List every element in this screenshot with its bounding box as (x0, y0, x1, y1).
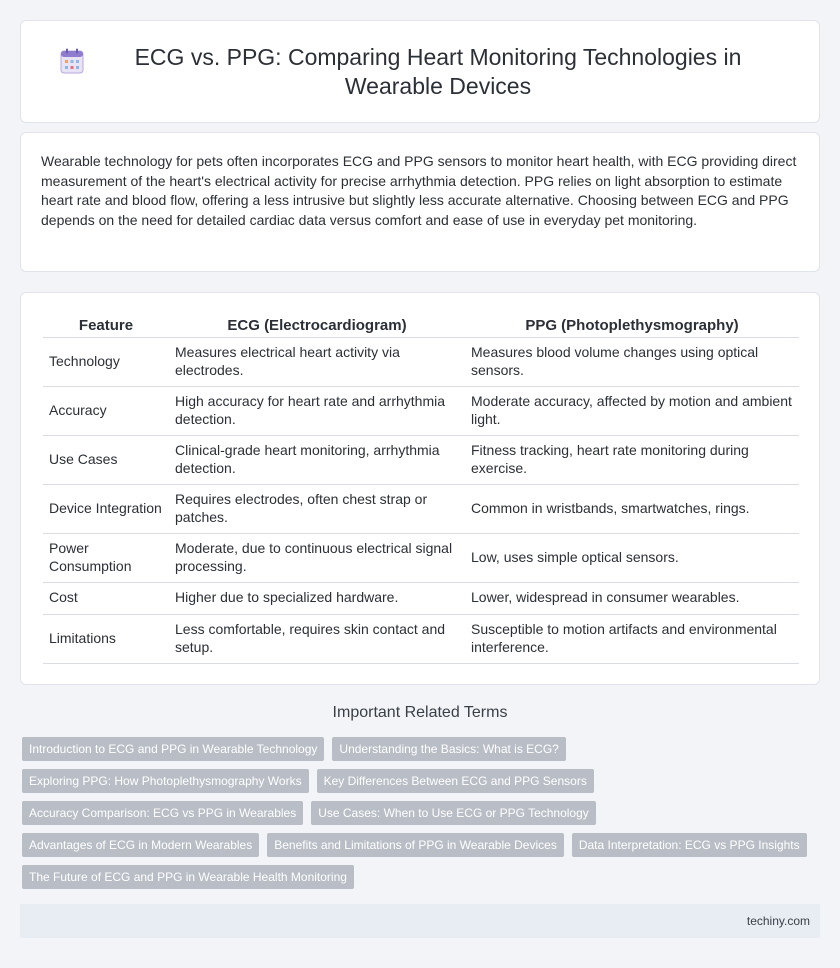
column-header-ecg: ECG (Electrocardiogram) (169, 315, 465, 337)
ecg-cell: Higher due to specialized hardware. (169, 582, 465, 614)
intro-card (20, 132, 820, 272)
ppg-cell: Lower, widespread in consumer wearables. (465, 582, 799, 614)
table-row (43, 614, 799, 663)
ppg-cell: Fitness tracking, heart rate monitoring during exercise. (465, 435, 799, 484)
ecg-cell: Less comfortable, requires skin contact and setup. (169, 614, 465, 663)
feature-cell: Use Cases (43, 435, 169, 484)
related-term-tag[interactable]: The Future of ECG and PPG in Wearable Health Monitoring (22, 865, 354, 889)
title-card (20, 20, 820, 123)
ppg-cell: Measures blood volume changes using optical sensors. (465, 337, 799, 386)
related-term-tag[interactable]: Advantages of ECG in Modern Wearables (22, 833, 259, 857)
related-term-tag[interactable]: Understanding the Basics: What is ECG? (332, 737, 565, 761)
ppg-cell: Low, uses simple optical sensors. (465, 533, 799, 582)
ppg-cell: Common in wristbands, smartwatches, rings. (465, 484, 799, 533)
column-header-feature: Feature (43, 315, 169, 337)
table-row (43, 533, 799, 582)
feature-cell: Technology (43, 337, 169, 386)
feature-cell: Power Consumption (43, 533, 169, 582)
table-row (43, 435, 799, 484)
feature-cell: Cost (43, 582, 169, 614)
ecg-cell: Requires electrodes, often chest strap or patches. (169, 484, 465, 533)
table-row (43, 582, 799, 614)
related-term-tag[interactable]: Data Interpretation: ECG vs PPG Insights (572, 833, 807, 857)
related-term-tag[interactable]: Key Differences Between ECG and PPG Sensors (317, 769, 594, 793)
related-terms-list (22, 737, 822, 897)
table-row (43, 386, 799, 435)
related-terms-heading: Important Related Terms (332, 704, 508, 721)
ecg-cell: High accuracy for heart rate and arrhythmia detection. (169, 386, 465, 435)
title-wrap (60, 43, 780, 101)
feature-cell: Accuracy (43, 386, 169, 435)
intro-paragraph: Wearable technology for pets often incorporates ECG and PPG sensors to monitor heart health, with ECG providing direct measurement of the heart's electrical activity for precise arrhythmia detection. PPG relies on light absorption to estimate heart rate and blood flow, offering a less intrusive but slightly less accurate alternative. Choosing between ECG and PPG depends on the need for detailed cardiac data versus comfort and ease of use in everyday pet monitoring. (41, 153, 797, 228)
ppg-cell: Moderate accuracy, affected by motion and ambient light. (465, 386, 799, 435)
comparison-table (43, 315, 799, 664)
ecg-cell: Measures electrical heart activity via electrodes. (169, 337, 465, 386)
footer-site-link[interactable]: techiny.com (746, 914, 810, 928)
page-title: ECG vs. PPG: Comparing Heart Monitoring Technologies in Wearable Devices (134, 43, 742, 99)
ecg-cell: Moderate, due to continuous electrical signal processing. (169, 533, 465, 582)
table-row (43, 337, 799, 386)
related-term-tag[interactable]: Introduction to ECG and PPG in Wearable Technology (22, 737, 324, 761)
footer (20, 904, 820, 938)
feature-cell: Limitations (43, 614, 169, 663)
related-term-tag[interactable]: Use Cases: When to Use ECG or PPG Technology (311, 801, 596, 825)
table-header-row (43, 315, 799, 337)
ppg-cell: Susceptible to motion artifacts and environmental interference. (465, 614, 799, 663)
feature-cell: Device Integration (43, 484, 169, 533)
column-header-ppg: PPG (Photoplethysmography) (465, 315, 799, 337)
related-term-tag[interactable]: Accuracy Comparison: ECG vs PPG in Wearables (22, 801, 303, 825)
table-row (43, 484, 799, 533)
related-term-tag[interactable]: Exploring PPG: How Photoplethysmography Works (22, 769, 309, 793)
calendar-icon (60, 48, 84, 74)
related-term-tag[interactable]: Benefits and Limitations of PPG in Wearable Devices (267, 833, 564, 857)
ecg-cell: Clinical-grade heart monitoring, arrhythmia detection. (169, 435, 465, 484)
comparison-table-card (20, 292, 820, 685)
